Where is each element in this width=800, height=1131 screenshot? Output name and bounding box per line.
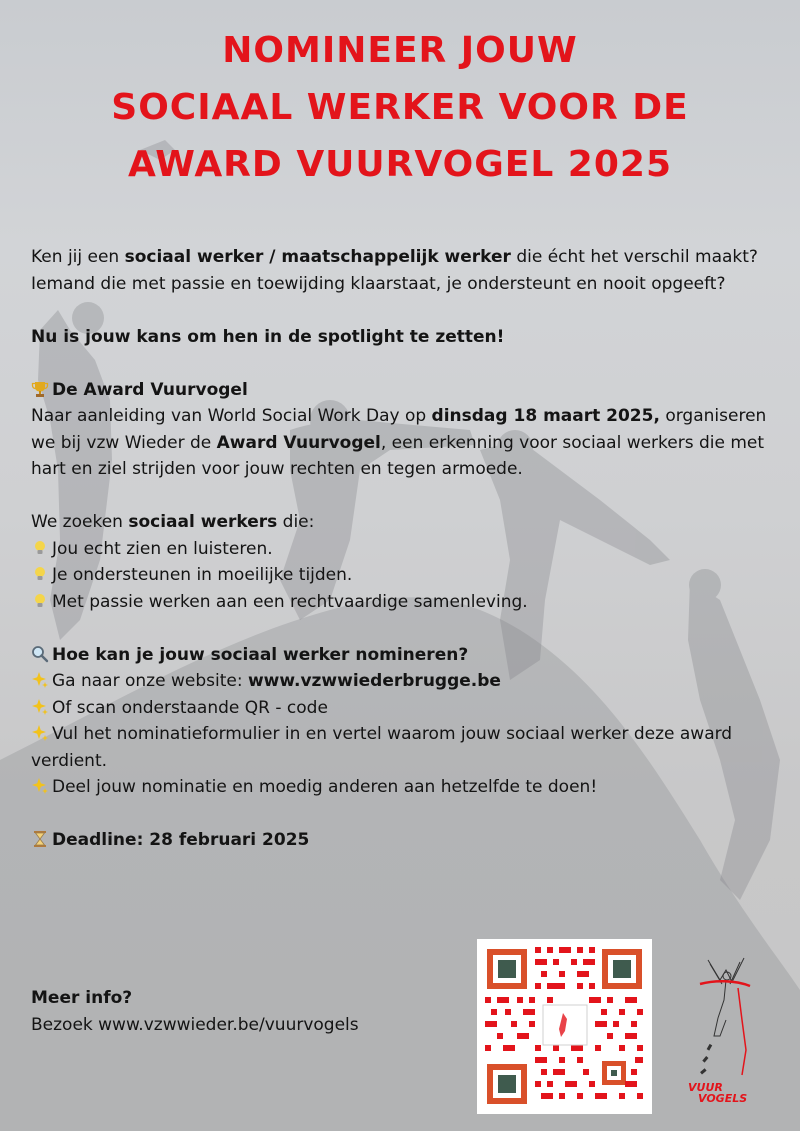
title-line-1: NOMINEER JOUW	[222, 30, 578, 71]
list-item: Jou echt zien en luisteren.	[31, 536, 776, 563]
sparkles-icon	[31, 724, 49, 742]
list-item: Deel jouw nominatie en moedig anderen aan hetzelfde te doen!	[31, 774, 776, 801]
nominate-heading: Hoe kan je jouw sociaal werker nomineren?	[31, 642, 776, 669]
trophy-icon	[31, 380, 49, 398]
lightbulb-icon	[31, 539, 49, 557]
title-line-2: SOCIAAL WERKER VOOR DE	[111, 87, 689, 128]
website-link[interactable]: www.vzwwiederbrugge.be	[247, 671, 501, 691]
main-content	[31, 244, 776, 854]
lightbulb-icon	[31, 565, 49, 583]
title-line-3: AWARD VUURVOGEL 2025	[127, 144, 673, 185]
list-item: Vul het nominatieformulier in en vertel waarom jouw sociaal werker deze award verdient.	[31, 724, 733, 771]
spotlight-text: Nu is jouw kans om hen in de spotlight te zetten!	[31, 326, 505, 347]
hourglass-icon	[31, 830, 49, 848]
qr-code[interactable]	[477, 939, 652, 1114]
deadline-text: Deadline: 28 februari 2025	[31, 827, 776, 854]
logo-text: VUUR VOGELS	[688, 1081, 748, 1105]
more-info-heading: Meer info?	[31, 988, 133, 1008]
sparkles-icon	[31, 698, 49, 716]
page-title	[0, 22, 800, 193]
more-info	[31, 985, 451, 1038]
sparkles-icon	[31, 671, 49, 689]
list-item: Ga naar onze website: www.vzwwiederbrugge.be	[31, 668, 776, 695]
intro-paragraph: Ken jij een sociaal werker / maatschappelijk werker die écht het verschil maakt?	[31, 247, 758, 267]
award-paragraph: Naar aanleiding van World Social Work Day op dinsdag 18 maart 2025, organiseren we bij vzw Wieder de Award Vuurvogel, een erkenning voor sociaal werkers die met hart en ziel strijden voor jouw rechten en tegen armoede.	[31, 406, 767, 479]
award-heading: De Award Vuurvogel	[31, 377, 776, 404]
sparkles-icon	[31, 777, 49, 795]
list-item: Met passie werken aan een rechtvaardige samenleving.	[31, 589, 776, 616]
lightbulb-icon	[31, 592, 49, 610]
list-item: Of scan onderstaande QR - code	[31, 695, 776, 722]
qr-code-graphic	[477, 939, 652, 1114]
intro-paragraph-2: Iemand die met passie en toewijding klaarstaat, je ondersteunt en nooit opgeeft?	[31, 273, 726, 294]
more-info-link[interactable]: Bezoek www.vzwwieder.be/vuurvogels	[31, 1014, 359, 1035]
magnifier-icon	[31, 645, 49, 663]
search-intro: We zoeken sociaal werkers die:	[31, 512, 315, 532]
list-item: Je ondersteunen in moeilijke tijden.	[31, 562, 776, 589]
